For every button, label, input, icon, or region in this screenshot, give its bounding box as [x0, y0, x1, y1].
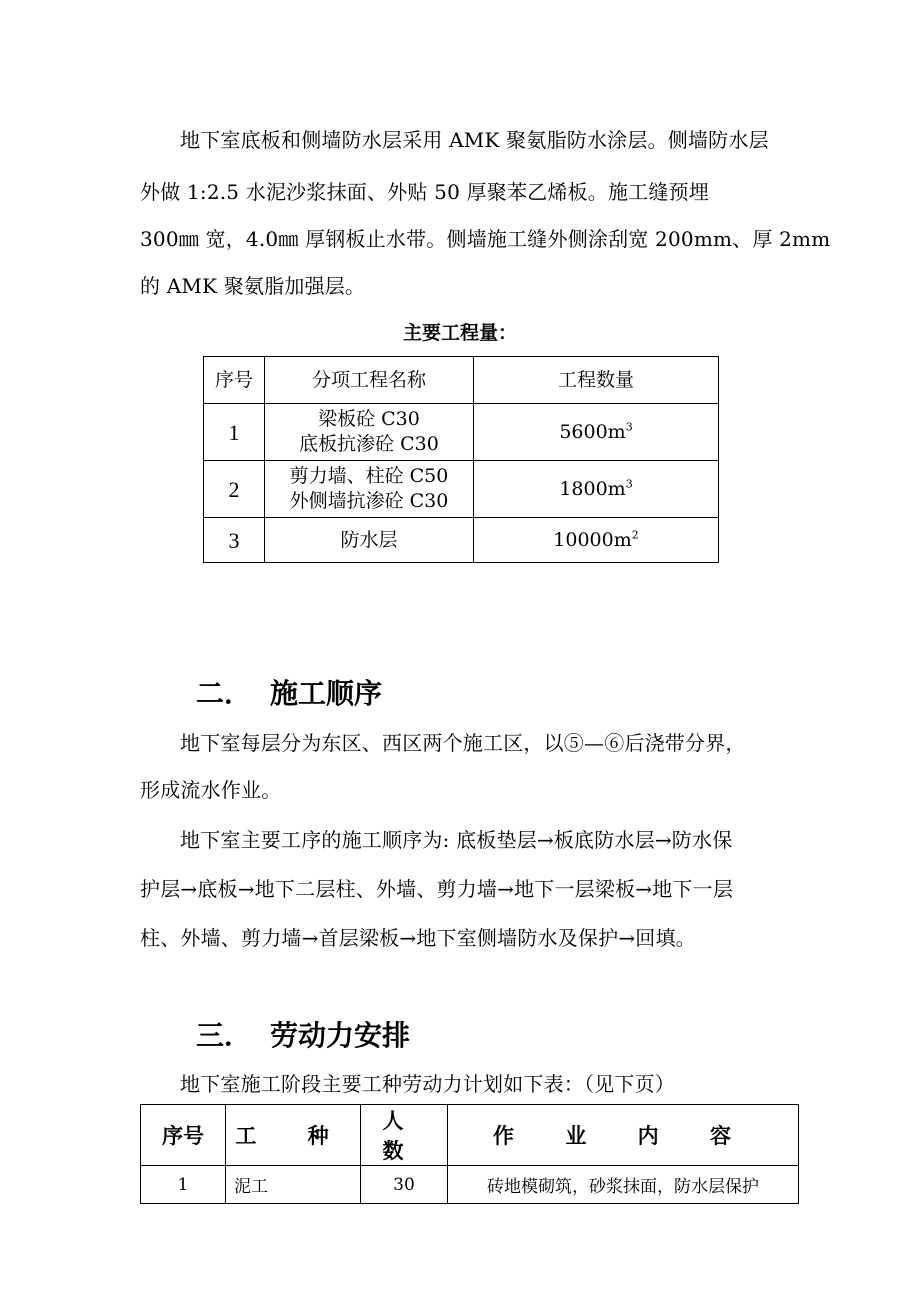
col-header-name: 分项工程名称 [265, 357, 474, 404]
row-name [265, 404, 474, 461]
section-heading-2 [196, 672, 382, 712]
section2-line-1: 地下室每层分为东区、西区两个施工区，以⑤—⑥后浇带分界， [180, 731, 746, 755]
intro-line-4: 的 AMK 聚氨脂加强层。 [140, 274, 366, 298]
table-header-row [141, 1105, 799, 1166]
row-no: 1 [141, 1166, 226, 1204]
table-row [204, 404, 719, 461]
unit-exponent: 2 [631, 528, 639, 542]
row-count: 30 [361, 1166, 448, 1204]
row-name-line: 梁板砼 C30 [318, 408, 420, 430]
section-number: 二． [196, 677, 253, 710]
row-qty: $10000m^2$ [474, 518, 719, 563]
row-no: 2 [204, 461, 265, 518]
table-row [141, 1166, 799, 1204]
section2-line-4: 护层→底板→地下二层柱、外墙、剪力墙→地下一层梁板→地下一层 [140, 877, 734, 901]
section-heading-3 [196, 1014, 410, 1054]
row-qty: $1800m^3$ [474, 461, 719, 518]
quantities-caption: 主要工程量： [402, 322, 517, 344]
intro-line-1: 地下室底板和侧墙防水层采用 AMK 聚氨脂防水涂层。侧墙防水层 [180, 128, 769, 152]
row-name-line: 底板抗渗砼 C30 [299, 433, 439, 455]
col-header-no: 序号 [204, 357, 265, 404]
section-number: 三． [196, 1019, 253, 1052]
intro-line-2: 外做 1:2.5 水泥沙浆抹面、外贴 50 厚聚苯乙烯板。施工缝预埋 [140, 180, 709, 204]
row-name [265, 461, 474, 518]
row-no: 1 [204, 404, 265, 461]
section-title: 施工顺序 [270, 677, 383, 710]
row-name: 防水层 [265, 518, 474, 563]
labor-table [140, 1104, 799, 1204]
col-header-qty: 工程数量 [474, 357, 719, 404]
section2-line-3: 地下室主要工序的施工顺序为: 底板垫层→板底防水层→防水保 [180, 828, 733, 852]
intro-line-3: 300㎜ 宽，4.0㎜ 厚钢板止水带。侧墙施工缝外侧涂刮宽 200mm、厚 2mm [140, 227, 831, 251]
section-title: 劳动力安排 [270, 1019, 411, 1052]
row-trade: 泥工 [226, 1166, 361, 1204]
table-row [204, 518, 719, 563]
col-header-work: 作 业 内 容 [448, 1105, 799, 1166]
section2-line-5: 柱、外墙、剪力墙→首层梁板→地下室侧墙防水及保护→回填。 [140, 926, 696, 950]
unit-exponent: 3 [625, 420, 633, 434]
table-row [204, 461, 719, 518]
row-name-line: 外侧墙抗渗砼 C30 [289, 490, 449, 512]
col-header-no: 序号 [141, 1105, 226, 1166]
col-header-count: 人 数 [361, 1105, 448, 1166]
row-work: 砖地模砌筑，砂浆抹面，防水层保护 [448, 1166, 799, 1204]
quantities-table [203, 356, 719, 563]
section3-intro: 地下室施工阶段主要工种劳动力计划如下表：（见下页） [180, 1072, 675, 1096]
row-qty: $5600m^3$ [474, 404, 719, 461]
row-no: 3 [204, 518, 265, 563]
col-header-trade: 工 种 [226, 1105, 361, 1166]
section2-line-2: 形成流水作业。 [140, 778, 282, 802]
unit-exponent: 3 [625, 477, 633, 491]
table-header-row [204, 357, 719, 404]
row-name-line: 剪力墙、柱砼 C50 [289, 465, 449, 487]
